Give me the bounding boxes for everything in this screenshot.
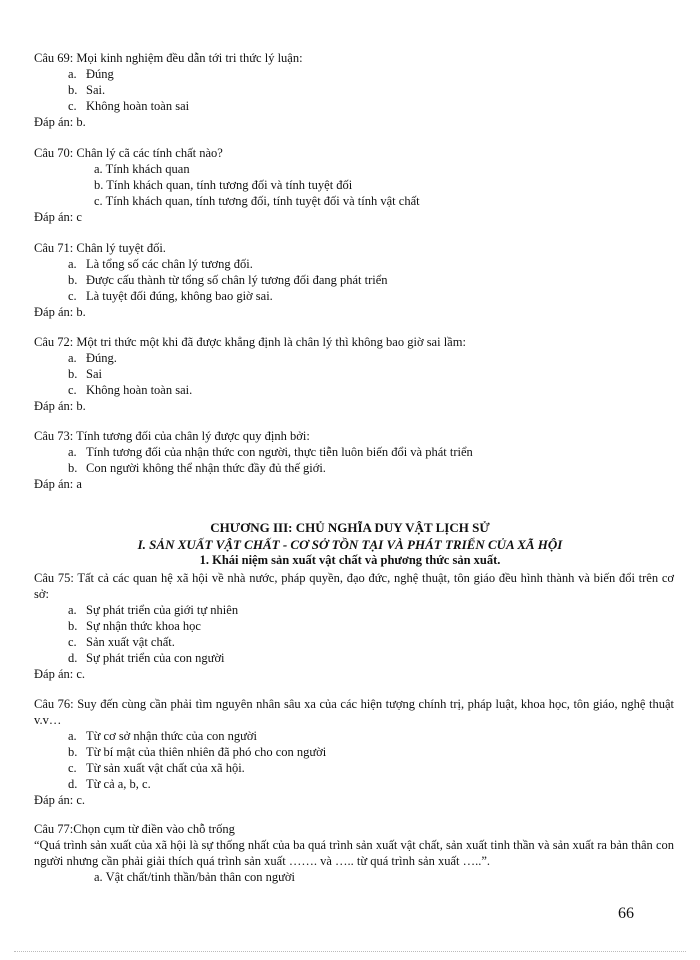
question-71	[34, 240, 674, 320]
option-a: a. Sự phát triển của giới tự nhiên	[68, 603, 239, 617]
option-d: d. Sự phát triển của con người	[68, 651, 225, 665]
option-a: a. Tính khách quan	[94, 162, 190, 176]
option-c: c. Sản xuất vật chất.	[68, 635, 175, 649]
option-c: c. Từ sản xuất vật chất của xã hội.	[68, 761, 245, 775]
option-a: a. Là tổng số các chân lý tương đối.	[68, 257, 253, 271]
question-72	[34, 334, 674, 414]
option-b: b. Sai	[68, 367, 102, 381]
question-title: Câu 77:Chọn cụm từ điền vào chỗ trống	[34, 822, 235, 836]
question-77	[34, 821, 674, 885]
option-a: a. Từ cơ sở nhận thức của con người	[68, 729, 258, 743]
option-d: d. Từ cả a, b, c.	[68, 777, 151, 791]
option-c: c. Không hoàn toàn sai	[68, 99, 190, 113]
subsection-title: 1. Khái niệm sản xuất vật chất và phương thức sản xuất.	[199, 553, 501, 567]
option-a: a. Vật chất/tinh thần/bản thân con người	[94, 870, 295, 884]
answer: Đáp án: b.	[34, 305, 86, 319]
question-73	[34, 428, 674, 492]
question-76	[34, 696, 674, 808]
question-title: Câu 71: Chân lý tuyệt đối.	[34, 241, 166, 255]
option-a: a. Đúng	[68, 67, 114, 81]
option-c: c. Là tuyệt đối đúng, không bao giờ sai.	[68, 289, 273, 303]
answer: Đáp án: c	[34, 210, 82, 224]
option-c: c. Tính khách quan, tính tương đối, tính tuyệt đối và tính vật chất	[94, 194, 420, 208]
section-title: I. SẢN XUẤT VẬT CHẤT - CƠ SỞ TỒN TẠI VÀ PHÁT TRIỂN CỦA XÃ HỘI	[137, 537, 563, 552]
answer: Đáp án: c.	[34, 667, 86, 681]
option-b: b. Con người không thể nhận thức đầy đủ thế giới.	[68, 461, 326, 475]
question-title: Câu 69: Mọi kinh nghiệm đều dẫn tới tri thức lý luận:	[34, 51, 303, 65]
option-b: b. Tính khách quan, tính tương đối và tính tuyệt đối	[94, 178, 353, 192]
page-number: 66	[618, 905, 634, 922]
question-75	[34, 570, 674, 682]
answer: Đáp án: a	[34, 477, 82, 491]
question-title: Câu 72: Một tri thức một khi đã được khẳng định là chân lý thì không bao giờ sai lầm:	[34, 335, 466, 349]
answer: Đáp án: b.	[34, 399, 86, 413]
option-b: b. Từ bí mật của thiên nhiên đã phó cho con người	[68, 745, 327, 759]
page-bottom-divider	[14, 951, 686, 952]
answer: Đáp án: b.	[34, 115, 86, 129]
option-b: b. Sự nhận thức khoa học	[68, 619, 201, 633]
option-c: c. Không hoàn toàn sai.	[68, 383, 193, 397]
question-title: Câu 76: Suy đến cùng cần phải tìm nguyên nhân sâu xa của các hiện tượng chính trị, pháp luật, khoa học, tôn giáo, nghệ thuật v.v…	[34, 697, 674, 727]
question-title: Câu 73: Tính tương đối của chân lý được quy định bởi:	[34, 429, 310, 443]
question-69	[34, 50, 674, 130]
answer: Đáp án: c.	[34, 793, 86, 807]
option-b: b. Sai.	[68, 83, 106, 97]
question-70	[34, 145, 674, 225]
question-quote: “Quá trình sản xuất của xã hội là sự thống nhất của ba quá trình sản xuất vật chất, sản xuất tinh thần và sản xuất ra bản thân con người nhưng cần phải giải thích quá trình sản xuất ……. và ….. từ quá trình sản xuất …..”.	[34, 838, 674, 868]
option-b: b. Được cấu thành từ tổng số chân lý tương đối đang phát triển	[68, 273, 388, 287]
option-a: a. Tính tương đối của nhận thức con người, thực tiễn luôn biến đổi và phát triển	[68, 445, 473, 459]
question-title: Câu 70: Chân lý cã các tính chất nào?	[34, 146, 223, 160]
chapter-title: CHƯƠNG III: CHỦ NGHĨA DUY VẬT LỊCH SỬ	[210, 520, 490, 535]
option-a: a. Đúng.	[68, 351, 117, 365]
question-title: Câu 75: Tất cả các quan hệ xã hội về nhà nước, pháp quyền, đạo đức, nghệ thuật, tôn giáo đều hình thành và biến đổi trên cơ sở:	[34, 571, 674, 601]
